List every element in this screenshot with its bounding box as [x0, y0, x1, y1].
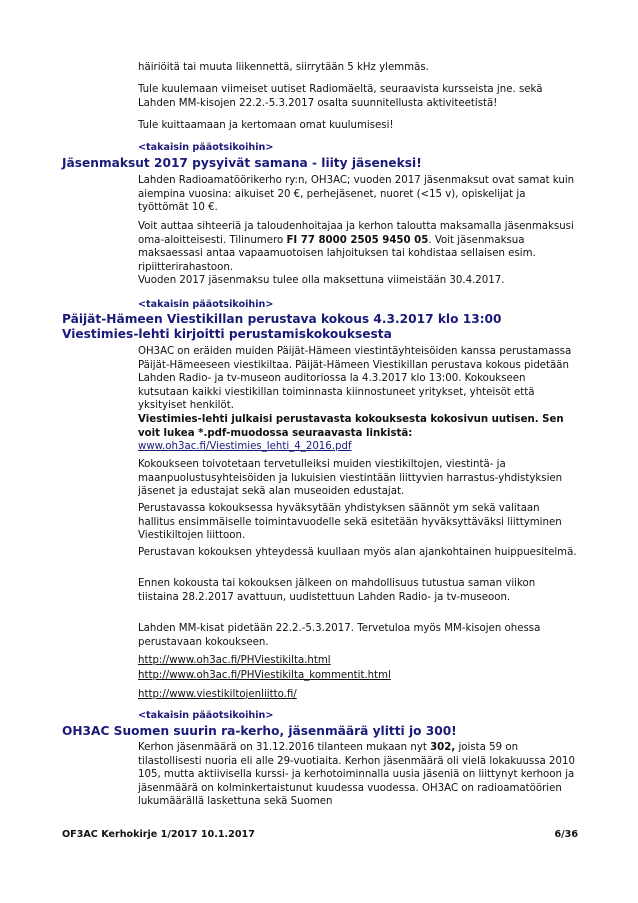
- back-link-block: [138, 135, 578, 154]
- pdf-link-line: [138, 440, 578, 454]
- section-body: [138, 345, 578, 413]
- intro-block: [138, 119, 578, 133]
- paragraph: OH3AC on eräiden muiden Päijät-Hämeen viestintäyhteisöiden kanssa perustamassa Päijät-Hämeeseen viestikiltaa. Päijät-Hämeen Viestikillan perustava kokous pidetään Lahden Radio- ja tv-museon auditoriossa la 4.3.2017 klo 13:00. Kokoukseen kutsutaan kaikki viestikillan toiminnasta kiinnostuneet yritykset, yhteisöt että yksityiset henkilöt.: [138, 346, 572, 411]
- back-to-headlines-link[interactable]: <takaisin pääotsikoihin>: [138, 142, 274, 153]
- intro-block: [138, 83, 578, 110]
- text-span: Voit auttaa sihteeriä ja taloudenhoitajaa ja kerhon taloutta maksamalla jäsenmaksusi oma-aloitteisesti. Tilinumero: [138, 221, 574, 246]
- section-body: [138, 502, 578, 543]
- back-to-headlines-link[interactable]: <takaisin pääotsikoihin>: [138, 710, 274, 721]
- paragraph: Tule kuulemaan viimeiset uutiset Radiomäeltä, seuraavista kursseista jne. sekä Lahden MM-kisojen 22.2.-5.3.2017 osalta suunnitellusta aktiviteetistä!: [138, 84, 543, 109]
- section-body: [138, 577, 578, 604]
- member-count: 302,: [430, 742, 456, 753]
- text-span: . Voit jäsenmaksua maksaessasi antaa vapaamuotoisen lahjoituksen tai kohdistaa sellaisen esim. ripiitterirahastoon.: [138, 234, 536, 273]
- link-block: [138, 688, 578, 702]
- section-heading: Päijät-Hämeen Viestikillan perustava kokous 4.3.2017 klo 13:00: [62, 312, 502, 326]
- paragraph: Perustavan kokouksen yhteydessä kuullaan myös alan ajankohtainen huippuesitelmä.: [138, 547, 577, 558]
- paragraph: Vuoden 2017 jäsenmaksu tulee olla maksettuna viimeistään 30.4.2017.: [138, 275, 505, 286]
- paragraph: Ennen kokousta tai kokouksen jälkeen on mahdollisuus tutustua saman viikon tiistaina 28.2.2017 avattuun, uudistettuun Lahden Radio- ja tv-museoon.: [138, 578, 536, 603]
- link-line: [138, 669, 578, 683]
- link-line: [138, 654, 578, 668]
- account-number: FI 77 8000 2505 9450 05: [286, 234, 429, 246]
- pdf-link[interactable]: www.oh3ac.fi/Viestimies_lehti_4_2016.pdf: [138, 441, 352, 452]
- paragraph: Kokoukseen toivotetaan tervetulleiksi muiden viestikiltojen, viestintä- ja maanpuolustusyhteisöiden ja lukuisien viestintään liittyvien harrastus-yhdistyksien jäsenet ja edustajat sekä alan museoiden edustajat.: [138, 459, 563, 497]
- page-number: 6/36: [554, 829, 578, 840]
- back-to-headlines-link[interactable]: <takaisin pääotsikoihin>: [138, 299, 274, 310]
- section-body: [138, 274, 578, 288]
- paragraph: Tule kuittaamaan ja kertomaan omat kuulumisesi!: [138, 120, 394, 131]
- section-body: [138, 220, 578, 274]
- link-block: [138, 669, 578, 683]
- section-subheading: Viestimies-lehti kirjoitti perustamiskokouksesta: [62, 327, 392, 341]
- section-body: [138, 546, 578, 560]
- text-span: joista 59 on tilastollisesti nuoria eli alle 29-vuotiaita. Kerhon jäsenmäärä oli vielä lokakuussa 2010 105, mutta aktiivisella kurssi- ja kerhotoiminnalla uusia jäseniä on liittynyt kerhoon ja jäsenmäärä on kolminkertaistunut kuudessa vuodessa. OH3AC on radioamatöörien lukumäärällä laskettuna sekä Suomen: [138, 742, 575, 807]
- section-body: [138, 174, 578, 215]
- section-body: [138, 622, 578, 649]
- viestikilta-link[interactable]: http://www.oh3ac.fi/PHViestikilta.html: [138, 655, 331, 666]
- back-link-block: [138, 703, 578, 722]
- section-body: [138, 458, 578, 499]
- section-body: [138, 413, 578, 454]
- viestikilta-comments-link[interactable]: http://www.oh3ac.fi/PHViestikilta_kommentit.html: [138, 670, 391, 681]
- paragraph: Lahden MM-kisat pidetään 22.2.-5.3.2017. Tervetuloa myös MM-kisojen ohessa perustavaan kokoukseen.: [138, 623, 541, 648]
- section-body: [138, 741, 578, 809]
- footer-title: OF3AC Kerhokirje 1/2017 10.1.2017: [62, 829, 255, 840]
- text-span: Kerhon jäsenmäärä on 31.12.2016 tilanteen mukaan nyt: [138, 742, 431, 753]
- paragraph: [138, 741, 578, 809]
- link-block: [138, 654, 578, 668]
- paragraph: häiriöitä tai muuta liikennettä, siirrytään 5 kHz ylemmäs.: [138, 62, 429, 73]
- viestikiltojen-liitto-link[interactable]: http://www.viestikiltojenliitto.fi/: [138, 689, 297, 700]
- intro-block: [138, 61, 578, 75]
- paragraph: Perustavassa kokouksessa hyväksytään yhdistyksen säännöt ym sekä valitaan hallitus ensimmäiselle toimintavuodelle sekä esitetään hyväksyttäväksi liittyminen Viestikiltojen liittoon.: [138, 503, 562, 541]
- link-line: [138, 688, 578, 702]
- section-heading: Jäsenmaksut 2017 pysyivät samana - liity jäseneksi!: [62, 156, 422, 170]
- section-heading: OH3AC Suomen suurin ra-kerho, jäsenmäärä ylitti jo 300!: [62, 724, 457, 738]
- paragraph: [138, 220, 578, 274]
- back-link-block: [138, 292, 578, 311]
- paragraph: Lahden Radioamatöörikerho ry:n, OH3AC; vuoden 2017 jäsenmaksut ovat samat kuin aiempina vuosina: aikuiset 20 €, perhejäsenet, nuoret (<15 v), opiskelijat ja työttömät 10 €.: [138, 175, 575, 213]
- page-footer: [62, 829, 578, 840]
- paragraph-bold: Viestimies-lehti julkaisi perustavasta kokouksesta kokosivun uutisen. Sen voit lukea *.pdf-muodossa seuraavasta linkistä:: [138, 414, 564, 439]
